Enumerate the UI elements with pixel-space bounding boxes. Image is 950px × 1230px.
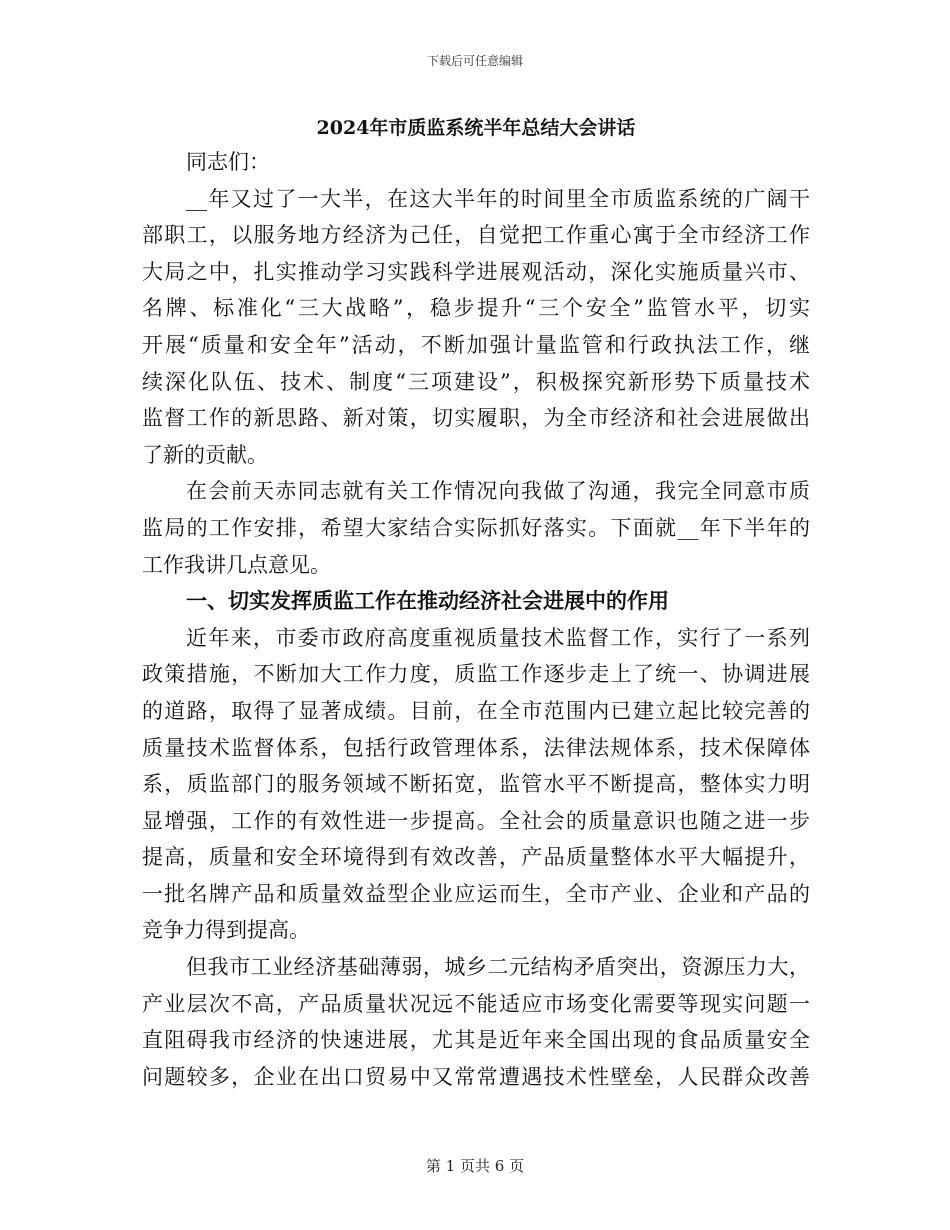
paragraph-line: 但我市工业经济基础薄弱，城乡二元结构矛盾突出，资源压力大，: [186, 955, 810, 980]
document-title: 2024年市质监系统半年总结大会讲话: [316, 117, 636, 139]
paragraph-line: 续深化队伍、技术、制度“三项建设”，积极探究新形势下质量技术: [142, 369, 810, 394]
paragraph-line: 竞争力得到提高。: [142, 918, 310, 943]
salutation: 同志们：: [186, 150, 270, 174]
paragraph-line: 政策措施，不断加大工作力度，质监工作逐步走上了统一、协调进展: [142, 662, 810, 687]
paragraph-line: 部职工，以服务地方经济为己任，自觉把工作重心寓于全市经济工作: [142, 223, 810, 248]
paragraph-line: 工作我讲几点意见。: [142, 552, 331, 577]
page-footer-page-number: 第 1 页共 6 页: [425, 1157, 525, 1175]
page-header-note: 下载后可任意编辑: [426, 54, 523, 68]
paragraph-line: 产业层次不高，产品质量状况远不能适应市场变化需要等现实问题一: [142, 991, 810, 1016]
paragraph-line: 监督工作的新思路、新对策，切实履职，为全市经济和社会进展做出: [142, 406, 810, 431]
paragraph-line: 提高，质量和安全环境得到有效改善，产品质量整体水平大幅提升，: [142, 845, 810, 870]
paragraph-line: 系，质监部门的服务领域不断拓宽，监管水平不断提高，整体实力明: [142, 772, 810, 797]
paragraph-line: 近年来，市委市政府高度重视质量技术监督工作，实行了一系列: [186, 625, 810, 650]
paragraph-line: __年又过了一大半，在这大半年的时间里全市质监系统的广阔干: [186, 186, 810, 211]
paragraph-3: [142, 620, 810, 949]
paragraph-line: 显增强，工作的有效性进一步提高。全社会的质量意识也随之进一步: [142, 808, 810, 833]
paragraph-line: 监局的工作安排，希望大家结合实际抓好落实。下面就__年下半年的: [142, 515, 810, 540]
paragraph-1: [142, 181, 810, 474]
paragraph-line: 在会前天赤同志就有关工作情况向我做了沟通，我完全同意市质: [186, 479, 810, 504]
paragraph-line: 开展“质量和安全年”活动，不断加强计量监管和行政执法工作，继: [142, 332, 810, 357]
paragraph-line: 一批名牌产品和质量效益型企业应运而生，全市产业、企业和产品的: [142, 881, 810, 906]
section-heading: 一、切实发挥质监工作在推动经济社会进展中的作用: [186, 588, 669, 614]
paragraph-line: 问题较多，企业在出口贸易中又常常遭遇技术性壁垒，人民群众改善: [142, 1064, 810, 1089]
paragraph-line: 直阻碍我市经济的快速进展，尤其是近年来全国出现的食品质量安全: [142, 1028, 810, 1053]
paragraph-line: 了新的贡献。: [142, 442, 268, 467]
document-body: [142, 112, 810, 1095]
paragraph-2: [142, 473, 810, 583]
paragraph-4: [142, 949, 810, 1095]
paragraph-line: 名牌、标准化“三大战略”，稳步提升“三个安全”监管水平，切实: [142, 296, 810, 321]
paragraph-line: 质量技术监督体系，包括行政管理体系，法律法规体系，技术保障体: [142, 735, 810, 760]
paragraph-line: 大局之中，扎实推动学习实践科学进展观活动，深化实施质量兴市、: [142, 259, 810, 284]
paragraph-line: 的道路，取得了显著成绩。目前，在全市范围内已建立起比较完善的: [142, 698, 810, 723]
